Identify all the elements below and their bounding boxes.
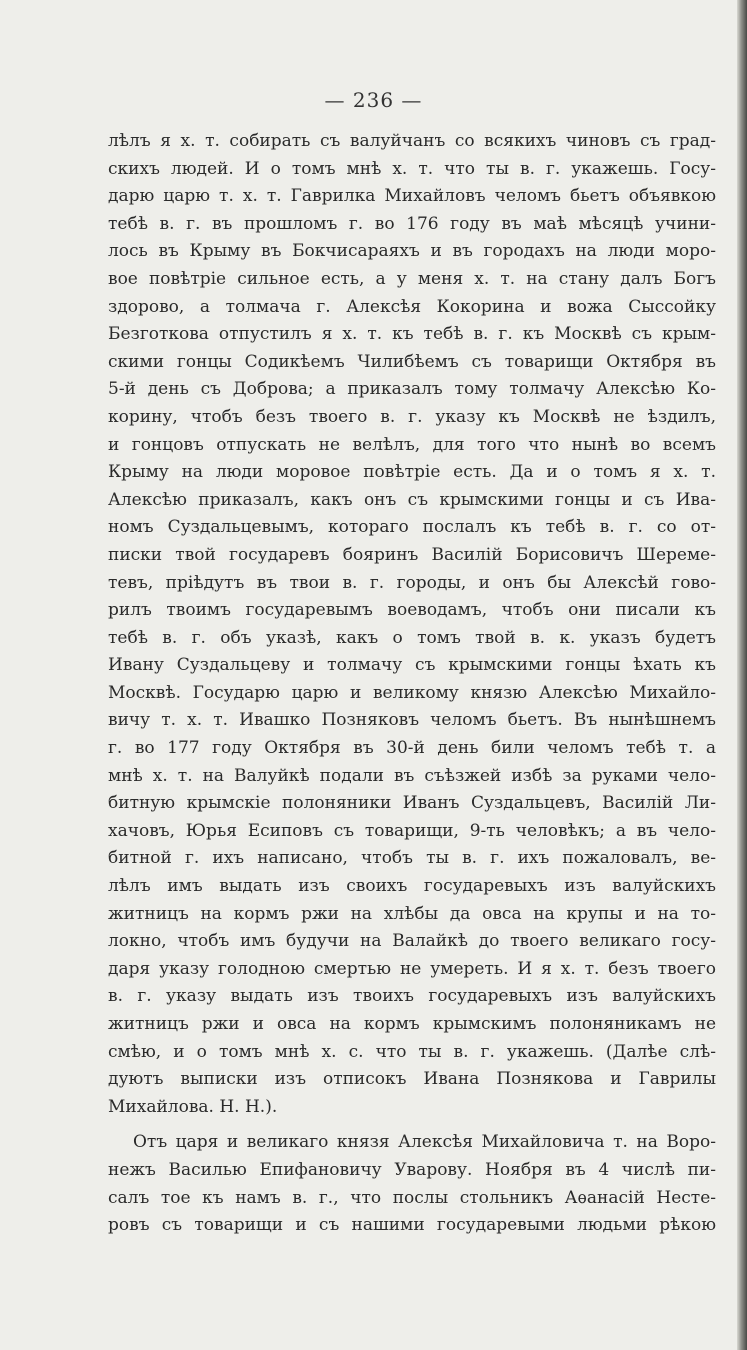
text-line: тевъ, пріѣдутъ въ твои в. г. городы, и онъ бы Алексѣй гово- — [108, 572, 716, 593]
text-line: скихъ людей. И о томъ мнѣ х. т. что ты в. г. укажешь. Госу- — [108, 158, 716, 179]
document-body — [108, 128, 716, 1240]
text-line: Безготкова отпустилъ я х. т. къ тебѣ в. г. къ Москвѣ съ крым- — [108, 324, 716, 345]
text-line: ровъ съ товарищи и съ нашими государевыми людьми рѣкою — [108, 1215, 716, 1236]
text-line: Отъ царя и великаго князя Алексѣя Михайловича т. на Воро- — [133, 1132, 716, 1153]
text-line: Михайлова. Н. Н.). — [108, 1096, 278, 1117]
text-line: нежъ Василью Епифановичу Уварову. Ноября въ 4 числѣ пи- — [108, 1159, 716, 1180]
text-line: хачовъ, Юрья Есиповъ съ товарищи, 9-ть человѣкъ; а въ чело- — [108, 820, 716, 841]
text-line: смѣю, и о томъ мнѣ х. с. что ты в. г. укажешь. (Далѣе слѣ- — [108, 1041, 716, 1062]
paragraph-2 — [108, 1129, 716, 1239]
text-line: Ивану Суздальцеву и толмачу съ крымскими гонцы ѣхать къ — [108, 655, 716, 676]
text-line: лось въ Крыму въ Бокчисараяхъ и въ городахъ на люди моро- — [108, 241, 716, 262]
text-line: Алексѣю приказалъ, какъ онъ съ крымскими гонцы и съ Ива- — [108, 489, 716, 510]
text-line: 5-й день съ Доброва; а приказалъ тому толмачу Алексѣю Ко- — [108, 379, 716, 400]
text-line: житницъ ржи и овса на кормъ крымскимъ полоняникамъ не — [108, 1014, 716, 1034]
text-line: тебѣ в. г. объ указѣ, какъ о томъ твой в. к. указъ будетъ — [108, 627, 716, 648]
text-line: г. во 177 году Октября въ 30-й день били челомъ тебѣ т. а — [108, 738, 716, 759]
page-edge-shadow — [737, 0, 747, 1350]
text-line: житницъ на кормъ ржи на хлѣбы да овса на крупы и на то- — [108, 903, 716, 924]
text-line: битную крымскіе полоняники Иванъ Суздальцевъ, Василій Ли- — [108, 793, 716, 814]
text-line: и гонцовъ отпускать не велѣлъ, для того что нынѣ во всемъ — [108, 434, 716, 455]
text-line: вичу т. х. т. Ивашко Позняковъ челомъ бьетъ. Въ нынѣшнемъ — [108, 710, 716, 731]
text-line: здорово, а толмача г. Алексѣя Кокорина и вожа Сыссойку — [108, 296, 716, 317]
text-line: мнѣ х. т. на Валуйкѣ подали въ съѣзжей избѣ за руками чело- — [108, 765, 716, 786]
paragraph-gap — [108, 1121, 716, 1129]
text-line: номъ Суздальцевымъ, котораго послалъ къ тебѣ в. г. со от- — [108, 517, 716, 538]
text-line: рилъ твоимъ государевымъ воеводамъ, чтобъ они писали къ — [108, 600, 716, 621]
text-line: скими гонцы Содикѣемъ Чилибѣемъ съ товарищи Октября въ — [108, 351, 716, 372]
text-line: битной г. ихъ написано, чтобъ ты в. г. ихъ пожаловалъ, ве- — [108, 848, 716, 869]
text-line: в. г. указу выдать изъ твоихъ государевыхъ изъ валуйскихъ — [108, 986, 716, 1007]
text-line: локно, чтобъ имъ будучи на Валайкѣ до твоего великаго госу- — [108, 931, 716, 952]
text-line: Крыму на люди моровое повѣтріе есть. Да и о томъ я х. т. — [108, 462, 716, 483]
text-line: салъ тое къ намъ в. г., что послы стольникъ Аѳанасій Несте- — [108, 1187, 716, 1208]
text-line: даря указу голодною смертью не умереть. И я х. т. безъ твоего — [108, 958, 716, 979]
text-line: корину, чтобъ безъ твоего в. г. указу къ Москвѣ не ѣздилъ, — [108, 406, 716, 427]
text-line: писки твой государевъ бояринъ Василій Борисовичъ Шереме- — [108, 544, 716, 565]
text-line: тебѣ в. г. въ прошломъ г. во 176 году въ маѣ мѣсяцѣ учини- — [108, 213, 716, 234]
text-line: вое повѣтріе сильное есть, а у меня х. т. на стану далъ Богъ — [108, 268, 716, 289]
text-line: дарю царю т. х. т. Гаврилка Михайловъ челомъ бьетъ объявкою — [108, 186, 716, 207]
paragraph-1 — [108, 128, 716, 1121]
page-number: — 236 — — [324, 88, 423, 112]
text-line: Москвѣ. Государю царю и великому князю Алексѣю Михайло- — [108, 682, 716, 703]
text-line: лѣлъ имъ выдать изъ своихъ государевыхъ изъ валуйскихъ — [108, 876, 716, 897]
text-line: лѣлъ я х. т. собирать съ валуйчанъ со всякихъ чиновъ съ град- — [108, 131, 716, 151]
text-line: дуютъ выписки изъ отписокъ Ивана Познякова и Гаврилы — [108, 1069, 716, 1090]
